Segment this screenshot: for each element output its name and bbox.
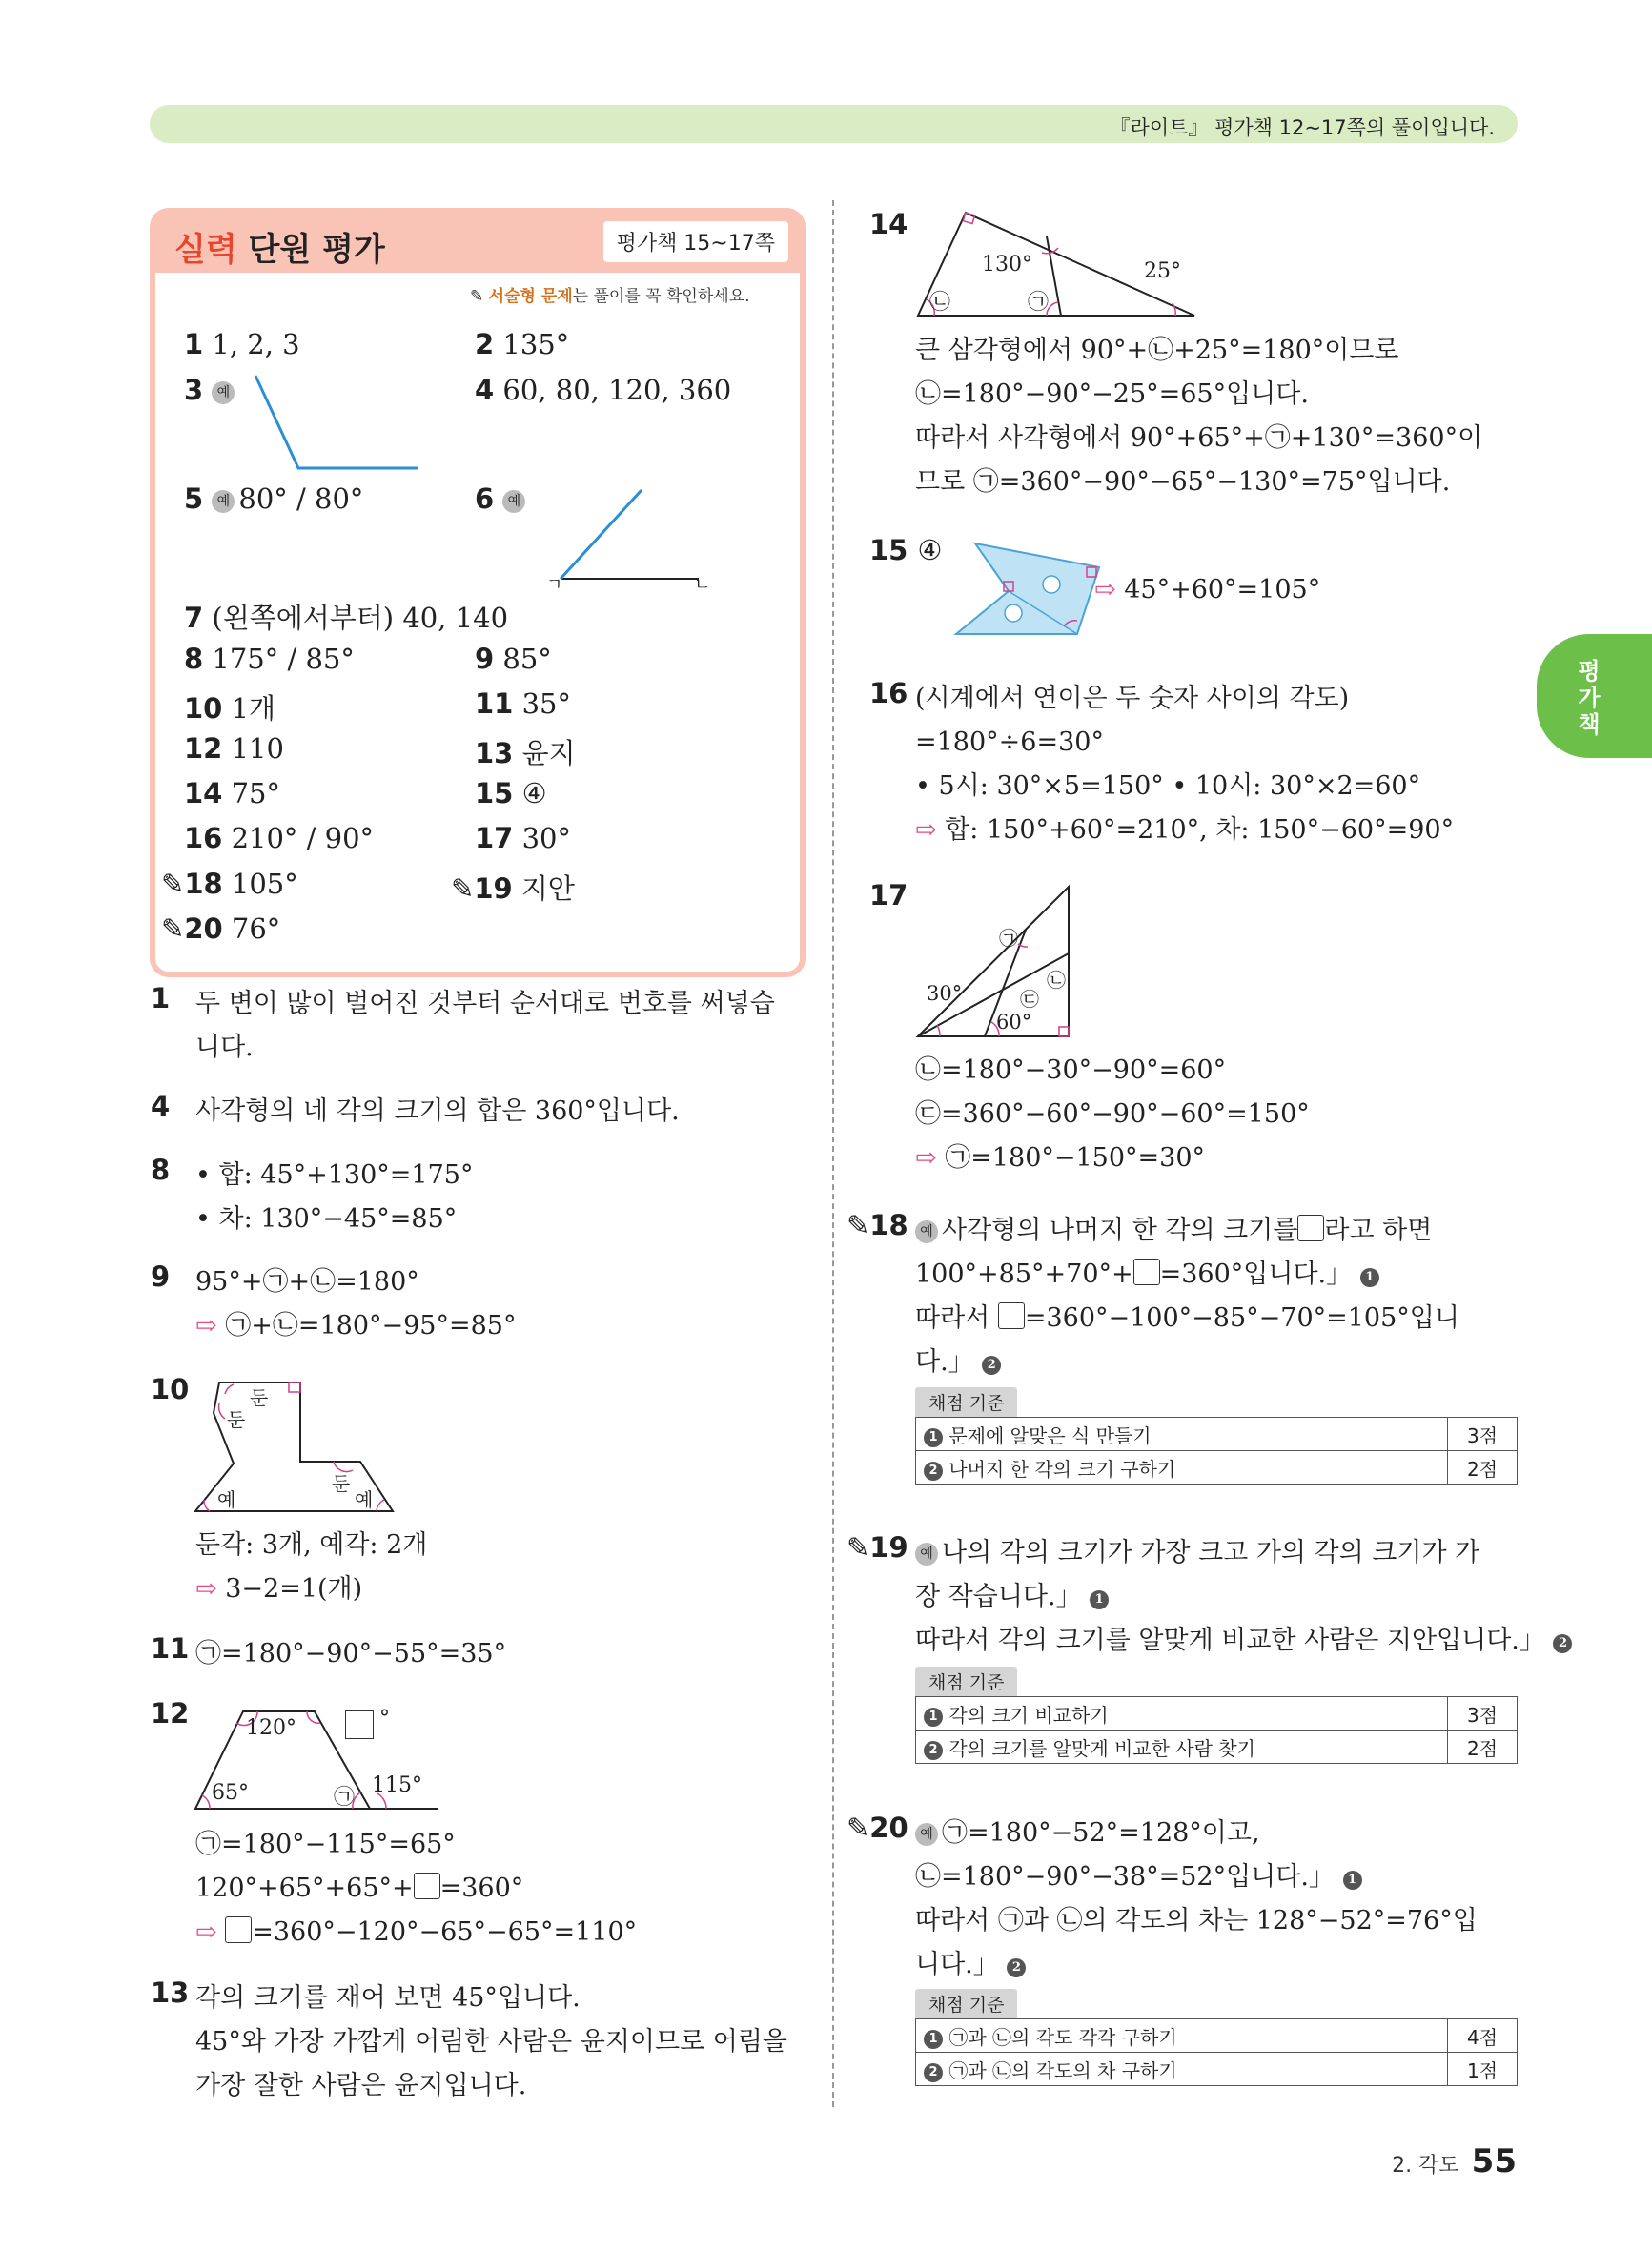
answer-19: ✎19 지안 <box>451 872 575 905</box>
q19-text: 예 나의 각의 크기가 가장 크고 가의 각의 크기가 가 장 작습니다.」 1 따라서 각의 크기를 알맞게 비교한 사람은 지안입니다.」 2 <box>915 1531 1572 1663</box>
q12-label-65: 65° <box>212 1781 249 1805</box>
answer-4: 4 60, 80, 120, 360 <box>475 374 732 406</box>
answer-9: 9 85° <box>475 643 552 675</box>
q10-label-3: 둔 <box>332 1472 351 1495</box>
answer-6: 6 예 <box>475 482 529 515</box>
q12-label-degree: ° <box>379 1707 390 1731</box>
side-tab <box>1537 634 1652 758</box>
q18-criteria: 채점 기준 1 문제에 알맞은 식 만들기 3점 2 나머지 한 각의 크기 구하기 2점 <box>915 1387 1518 1485</box>
q9-number: 9 <box>151 1260 171 1293</box>
q1-text: 두 변이 많이 벌어진 것부터 순서대로 번호를 써넣습 니다. <box>195 989 775 1062</box>
fig6-label-b: ㄴ <box>694 575 711 595</box>
answer-15: 15 ④ <box>475 777 547 809</box>
answer-12: 12 110 <box>184 732 284 765</box>
answer-box <box>150 208 806 977</box>
q12-number: 12 <box>151 1697 190 1730</box>
q16-number: 16 <box>869 677 908 709</box>
q10-text: 둔각: 3개, 예각: 2개 ⇨ 3−2=1(개) <box>195 1530 428 1604</box>
q8-number: 8 <box>151 1154 171 1186</box>
q4-text: 사각형의 네 각의 크기의 합은 360°입니다. <box>195 1096 680 1126</box>
q14-label-a: ㉠ <box>1028 291 1050 315</box>
q13-text: 각의 크기를 재어 보면 45°입니다. 45°와 가장 가깝게 어림한 사람은 윤지이므로 어림을 가장 잘한 사람은 윤지입니다. <box>195 1983 787 2100</box>
q15-text: ⇨ 45°+60°=105° <box>1094 575 1321 604</box>
q10-number: 10 <box>151 1373 190 1405</box>
q17-label-30: 30° <box>927 982 963 1005</box>
answer-2: 2 135° <box>475 328 570 360</box>
answer-1: 1 1, 2, 3 <box>184 328 300 360</box>
q17-number: 17 <box>869 879 908 911</box>
q17-label-b: ㉡ <box>1047 969 1066 992</box>
answer-16: 16 210° / 90° <box>184 822 375 854</box>
q17-label-a: ㉠ <box>999 927 1018 950</box>
q17-figure <box>913 882 1075 1039</box>
q14-label-130: 130° <box>982 253 1032 277</box>
q15-number: 15 ④ <box>869 534 943 566</box>
q14-label-25: 25° <box>1144 259 1181 283</box>
q9-text: 95°+㉠+㉡=180° ⇨ ㉠+㉡=180°−95°=85° <box>195 1267 517 1341</box>
q10-label-1: 둔 <box>250 1386 269 1409</box>
q4-number: 4 <box>151 1090 171 1122</box>
q16-text: (시계에서 연이은 두 숫자 사이의 각도) =180°÷6=30° • 5시: 30°×5=150° • 10시: 30°×2=60° ⇨ 합: 150°+60°=210°, 차: 150°−60°=90° <box>915 684 1455 845</box>
q12-answer-box <box>345 1710 374 1739</box>
q19-criteria: 채점 기준 1 각의 크기 비교하기 3점 2 각의 크기를 알맞게 비교한 사람 찾기 2점 <box>915 1667 1518 1764</box>
answer-11: 11 35° <box>475 687 571 720</box>
q11-number: 11 <box>151 1632 190 1665</box>
q17-text: ㉡=180°−30°−90°=60° ㉢=360°−60°−90°−60°=150° ⇨ ㉠=180°−150°=30° <box>915 1055 1310 1173</box>
banner-text: 『라이트』 평가책 12~17쪽의 풀이입니다. <box>1110 116 1495 139</box>
q18-text: 예 사각형의 나머지 한 각의 크기를 라고 하면 100°+85°+70°+ =360°입니다.」 1 따라서 =360°−100°−85°−70°=105°입니 다.」 2 <box>915 1216 1459 1377</box>
q10-label-2: 둔 <box>227 1408 246 1431</box>
answer-10: 10 1개 <box>184 692 276 725</box>
q12-label-120: 120° <box>246 1716 296 1740</box>
q10-label-5: 예 <box>355 1488 374 1511</box>
side-tab-label: 평가책 <box>1578 658 1601 738</box>
q18-number: ✎18 <box>846 1209 908 1241</box>
q14-label-b: ㉡ <box>929 291 951 315</box>
answer-14: 14 75° <box>184 777 280 809</box>
answer-3: 3 예 <box>184 374 238 406</box>
answer-17: 17 30° <box>475 822 571 854</box>
answer-8: 8 175° / 85° <box>184 643 355 675</box>
q11-text: ㉠=180°−90°−55°=35° <box>195 1639 507 1669</box>
header-banner <box>150 105 1518 143</box>
column-divider <box>832 200 834 2107</box>
page-footer: 2. 각도 55 <box>1392 2142 1517 2181</box>
answer-7: 7 (왼쪽에서부터) 40, 140 <box>184 602 509 634</box>
answer-13: 13 윤지 <box>475 737 576 769</box>
answer-18: ✎18 105° <box>161 868 298 900</box>
answer-box-title: 실력 단원 평가 <box>174 231 385 269</box>
q17-label-c: ㉢ <box>1020 988 1039 1011</box>
q12-label-115: 115° <box>372 1773 422 1797</box>
fig6-label-a: ㄱ <box>546 575 563 595</box>
q14-text: 큰 삼각형에서 90°+㉡+25°=180°이므로 ㉡=180°−90°−25°=65°입니다. 따라서 사각형에서 90°+65°+㉠+130°=360°이 므로 ㉠=360°−90°−65°−130°=75°입니다. <box>915 336 1483 497</box>
q1-number: 1 <box>151 982 171 1014</box>
answer-3-figure <box>246 371 427 476</box>
q8-text: • 합: 45°+130°=175° • 차: 130°−45°=85° <box>195 1160 474 1234</box>
essay-hint: ✎ 서술형 문제는 풀이를 꼭 확인하세요. <box>470 287 750 306</box>
q17-label-60: 60° <box>996 1011 1032 1034</box>
q12-label-a: ㉠ <box>334 1786 356 1810</box>
answer-5: 5 예 80° / 80° <box>184 482 364 515</box>
q10-label-4: 예 <box>217 1488 236 1511</box>
q20-criteria: 채점 기준 1 ㉠과 ㉡의 각도 각각 구하기 4점 2 ㉠과 ㉡의 각도의 차 구하기 1점 <box>915 1989 1518 2086</box>
answer-20: ✎20 76° <box>161 912 281 945</box>
page-reference: 평가책 15~17쪽 <box>603 221 788 262</box>
q20-number: ✎20 <box>846 1812 908 1844</box>
q12-text: ㉠=180°−115°=65° 120°+65°+65°+ =360° ⇨ =360°−120°−65°−65°=110° <box>195 1830 638 1947</box>
q14-number: 14 <box>869 208 908 240</box>
q20-text: 예 ㉠=180°−52°=128°이고, ㉡=180°−90°−38°=52°입니다.」 1 따라서 ㉠과 ㉡의 각도의 차는 128°−52°=76°입 니다.」 2 <box>915 1818 1478 1979</box>
q19-number: ✎19 <box>846 1531 908 1564</box>
q13-number: 13 <box>151 1976 190 2009</box>
